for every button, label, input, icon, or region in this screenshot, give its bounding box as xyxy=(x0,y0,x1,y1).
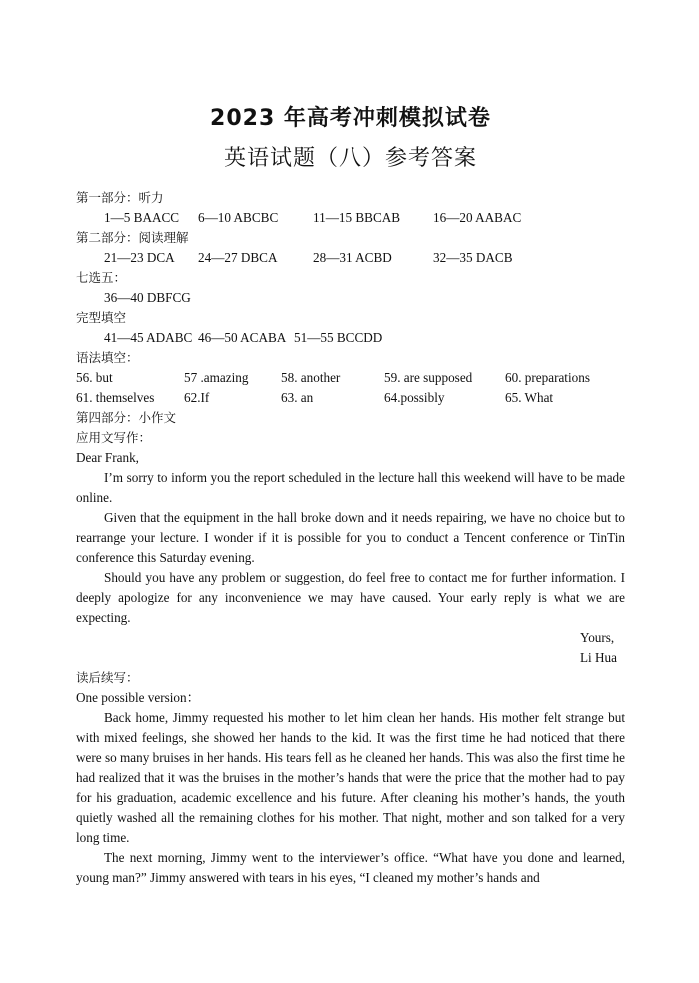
continuation-paragraph: The next morning, Jimmy went to the interviewer’s office. “What have you done and learned, young man?” Jimmy answered with tears in his eyes, “I cleaned my mother’s hands and xyxy=(76,850,625,885)
grammar-row-1 xyxy=(76,368,625,388)
letter-greeting: Dear Frank, xyxy=(76,450,139,465)
page-title: 2023 年高考冲刺模拟试卷 xyxy=(210,106,491,131)
grammar-answer: 56. but xyxy=(76,370,113,385)
page-subtitle: 英语试题（八）参考答案 xyxy=(223,146,477,171)
grammar-answer: 65. What xyxy=(505,390,554,405)
continuation-intro: One possible version： xyxy=(76,690,200,705)
answer-row-reading xyxy=(76,248,625,268)
answer-row-cloze xyxy=(76,328,625,348)
answer-group: 36—40 DBFCG xyxy=(104,290,191,305)
answer-group: 11—15 BBCAB xyxy=(313,210,401,225)
answer-group: 24—27 DBCA xyxy=(198,250,278,265)
answer-group: 32—35 DACB xyxy=(433,250,513,265)
answer-group: 51—55 BCCDD xyxy=(294,330,383,345)
continuation-paragraph: Back home, Jimmy requested his mother to let him clean her hands. His mother felt strange but with mixed feelings, she showed her hands to the kid. It was the first time he had noticed that there were so many bruises in her hands. His tears fell as he cleaned her hands. This was also the first time he had realized that it was the bruises in the mother’s hands that were the price that the mother had to pay for his graduation, academic excellence and his future. After cleaning his mother’s hands, the youth quietly washed all the remaining clothes for his mother. That night, mother and son talked for a very long time. xyxy=(76,710,625,845)
grammar-answer: 64.possibly xyxy=(384,390,445,405)
section-label-letter: 应用文写作： xyxy=(76,430,152,445)
answer-group: 1—5 BAACC xyxy=(104,210,180,225)
letter-closing: Yours, xyxy=(580,630,615,645)
letter-paragraph: Should you have any problem or suggestion, do feel free to contact me for further information. I deeply apologize for any inconvenience we may have caused. Your early reply is what we are expecting. xyxy=(76,570,625,625)
answer-group: 21—23 DCA xyxy=(104,250,175,265)
letter-paragraph: Given that the equipment in the hall broke down and it needs repairing, we have no choice but to rearrange your lecture. I wonder if it is possible for you to conduct a Tencent conference or TinTin conference this Saturday evening. xyxy=(76,510,625,565)
section-label-cloze: 完型填空 xyxy=(76,310,127,325)
grammar-answer: 62.If xyxy=(184,390,210,405)
letter-signature: Li Hua xyxy=(580,650,617,665)
section-label-seven: 七选五： xyxy=(76,270,127,285)
section-label-continuation: 读后续写： xyxy=(76,670,139,685)
answer-document xyxy=(76,100,625,888)
letter-paragraph: I’m sorry to inform you the report scheduled in the lecture hall this weekend will have to be made online. xyxy=(76,470,625,505)
answer-group: 6—10 ABCBC xyxy=(198,210,279,225)
section-label-listening: 第一部分：听力 xyxy=(76,190,164,205)
section-label-writing: 第四部分：小作文 xyxy=(76,410,177,425)
answer-group: 16—20 AABAC xyxy=(433,210,522,225)
answer-row-listening xyxy=(76,208,625,228)
grammar-answer: 60. preparations xyxy=(505,370,590,385)
answer-row-seven xyxy=(76,288,625,308)
answer-group: 28—31 ACBD xyxy=(313,250,392,265)
grammar-answer: 61. themselves xyxy=(76,390,155,405)
answer-group: 41—45 ADABC xyxy=(104,330,193,345)
grammar-row-2 xyxy=(76,388,625,408)
grammar-answer: 59. are supposed xyxy=(384,370,473,385)
answer-group: 46—50 ACABA xyxy=(198,330,287,345)
section-label-grammar: 语法填空： xyxy=(76,350,139,365)
grammar-answer: 57 .amazing xyxy=(184,370,249,385)
grammar-answer: 58. another xyxy=(281,370,341,385)
grammar-answer: 63. an xyxy=(281,390,314,405)
section-label-reading: 第二部分：阅读理解 xyxy=(76,230,189,245)
